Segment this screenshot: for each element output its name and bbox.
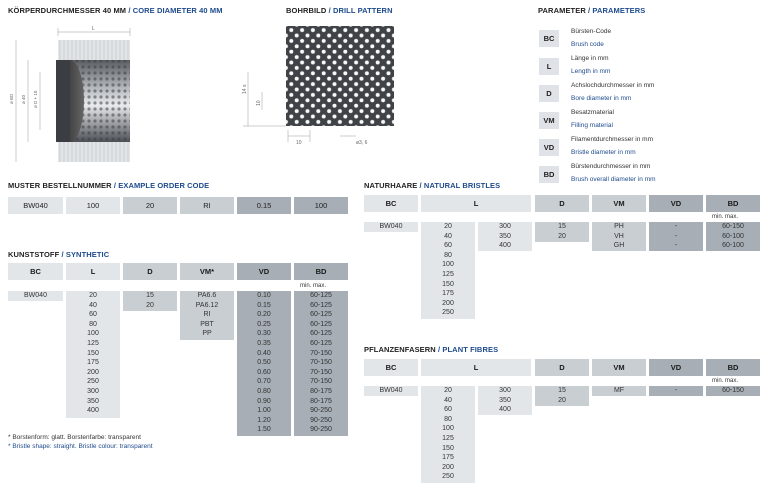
synthetic-header-vm: VM* — [180, 263, 234, 280]
synthetic-bc-col — [8, 291, 63, 301]
table-cell: PH — [614, 223, 624, 230]
synthetic-minmax: min. max. — [300, 283, 327, 289]
table-cell: 0.20 — [257, 311, 271, 319]
footnote-de: * Borstenform: glatt. Borstenfarbe: transparent — [8, 434, 141, 441]
natural-vd-col — [649, 222, 703, 251]
heading-en: CORE DIAMETER 40 MM — [132, 6, 223, 15]
table-cell: 125 — [442, 434, 454, 442]
table-cell: 20 — [558, 396, 566, 404]
table-cell: MF — [613, 387, 625, 394]
table-cell: 1.50 — [257, 426, 271, 434]
plant-d-col — [535, 386, 589, 406]
synthetic-vm-col — [180, 291, 234, 340]
natural-header-d: D — [535, 195, 589, 212]
table-cell: 250 — [442, 473, 454, 481]
table-cell: 0.70 — [257, 378, 271, 386]
param-de-vd: Filamentdurchmesser in mm — [571, 136, 653, 143]
heading-de: KUNSTSTOFF — [8, 250, 60, 259]
param-de-bc: Bürsten-Code — [571, 28, 612, 35]
table-cell: 200 — [442, 299, 454, 307]
drill-hole-label: ø3, 6 — [356, 140, 368, 146]
table-cell: 150 — [442, 280, 454, 288]
brush-drawing — [8, 22, 143, 167]
table-cell: 80 — [444, 415, 452, 423]
natural-l-col-2 — [478, 222, 532, 251]
table-cell: 60-100 — [722, 232, 744, 240]
table-cell: 20 — [558, 232, 566, 240]
plant-header-bd: BD — [706, 359, 760, 376]
natural-bc-col — [364, 222, 418, 232]
table-cell: 350 — [499, 232, 511, 240]
table-cell: - — [674, 242, 678, 250]
table-cell: 60-125 — [310, 292, 332, 299]
heading-sep: / — [128, 6, 131, 15]
table-cell: 0.40 — [257, 349, 271, 357]
synthetic-l-col — [66, 291, 120, 418]
table-cell: 100 — [87, 330, 99, 338]
dim-top-label: L — [92, 26, 95, 32]
plant-vm-col — [592, 386, 646, 396]
natural-l-col-1 — [421, 222, 475, 319]
synthetic-bd-col — [294, 291, 348, 436]
table-cell: PBT — [200, 320, 214, 328]
footnote-en: * Bristle shape: straight. Bristle colour: transparent — [8, 443, 153, 450]
synthetic-d-col — [123, 291, 177, 311]
table-cell: 0.90 — [257, 397, 271, 405]
param-code-bd: BD — [539, 166, 559, 183]
table-cell: 200 — [87, 368, 99, 376]
synthetic-heading — [8, 250, 109, 259]
heading-sep: / — [438, 345, 441, 354]
table-cell: - — [674, 223, 678, 230]
order-code-heading — [8, 181, 209, 190]
synthetic-header-vd: VD — [237, 263, 291, 280]
table-cell: BW040 — [24, 292, 47, 299]
dim-d-label: ø D + 10 — [33, 90, 38, 108]
natural-vm-col — [592, 222, 646, 251]
heading-de: MUSTER BESTELLNUMMER — [8, 181, 112, 190]
table-cell: 0.25 — [257, 320, 271, 328]
param-code-l: L — [539, 58, 559, 75]
heading-de: PFLANZENFASERN — [364, 345, 436, 354]
table-cell: 70-150 — [310, 378, 332, 386]
table-cell: 175 — [442, 454, 454, 462]
plant-l-col-2 — [478, 386, 532, 415]
dim-bd-label: ø BD — [9, 93, 14, 104]
table-cell: 40 — [444, 232, 452, 240]
table-cell: 0.15 — [257, 301, 271, 309]
table-cell: 100 — [442, 425, 454, 433]
param-de-bd: Bürstendurchmesser in mm — [571, 163, 651, 170]
table-cell: 250 — [87, 378, 99, 386]
order-vd: 0.15 — [237, 197, 291, 214]
param-en-vd: Bristle diameter in mm — [571, 149, 636, 156]
table-cell: 400 — [499, 406, 511, 414]
param-en-l: Length in mm — [571, 68, 611, 75]
table-cell: 0.80 — [257, 387, 271, 395]
core-diameter-heading — [8, 6, 223, 15]
table-cell: 80-175 — [310, 397, 332, 405]
table-cell: 300 — [87, 387, 99, 395]
table-cell: 20 — [444, 223, 452, 230]
table-cell: 100 — [442, 261, 454, 269]
plant-minmax: min. max. — [712, 378, 739, 384]
heading-en: DRILL PATTERN — [332, 6, 393, 15]
table-cell: PP — [202, 330, 212, 338]
natural-header-vm: VM — [592, 195, 646, 212]
table-cell: 350 — [499, 396, 511, 404]
table-cell: 400 — [499, 242, 511, 250]
table-cell: 80 — [444, 251, 452, 259]
natural-header-l: L — [421, 195, 531, 212]
table-cell: - — [674, 387, 678, 394]
natural-header-bc: BC — [364, 195, 418, 212]
table-cell: 90-250 — [310, 407, 332, 415]
table-cell: 350 — [87, 397, 99, 405]
plant-header-bc: BC — [364, 359, 418, 376]
plant-bd-col — [706, 386, 760, 396]
table-cell: 90-250 — [310, 426, 332, 434]
dim-40-label: ø 40 — [21, 94, 26, 104]
table-cell: 60-125 — [310, 330, 332, 338]
order-l: 100 — [66, 197, 120, 214]
natural-bd-col — [706, 222, 760, 251]
param-code-d: D — [539, 85, 559, 102]
table-cell: 1.20 — [257, 416, 271, 424]
table-cell: 175 — [442, 290, 454, 298]
param-en-bc: Brush code — [571, 41, 604, 48]
heading-de: KÖRPERDURCHMESSER 40 MM — [8, 6, 127, 15]
table-cell: 60-100 — [722, 242, 744, 250]
table-cell: 60 — [89, 311, 97, 319]
heading-en: NATURAL BRISTLES — [423, 181, 501, 190]
table-cell: 60-150 — [722, 387, 744, 394]
plant-header-d: D — [535, 359, 589, 376]
heading-sep: / — [588, 6, 591, 15]
table-cell: 1.00 — [257, 407, 271, 415]
table-cell: PA6.6 — [197, 292, 217, 299]
table-cell: 40 — [444, 396, 452, 404]
table-cell: 0.10 — [257, 292, 271, 299]
order-bc: BW040 — [8, 197, 63, 214]
order-vm: RI — [180, 197, 234, 214]
plant-bc-col — [364, 386, 418, 396]
natural-d-col — [535, 222, 589, 242]
param-de-d: Achslochdurchmesser in mm — [571, 82, 655, 89]
order-bd: 100 — [294, 197, 348, 214]
table-cell: 15 — [558, 223, 566, 230]
table-cell: 0.35 — [257, 339, 271, 347]
table-cell: 0.50 — [257, 359, 271, 367]
table-cell: 60-125 — [310, 320, 332, 328]
table-cell: 70-150 — [310, 359, 332, 367]
synthetic-vd-col — [237, 291, 291, 436]
table-cell: 60-125 — [310, 339, 332, 347]
table-cell: 90-250 — [310, 416, 332, 424]
plant-heading — [364, 345, 498, 354]
heading-de: BOHRBILD — [286, 6, 327, 15]
heading-de: NATURHAARE — [364, 181, 418, 190]
table-cell: 60 — [444, 406, 452, 414]
heading-sep: / — [113, 181, 117, 190]
heading-sep: / — [61, 250, 64, 259]
table-cell: 15 — [558, 387, 566, 394]
table-cell: 400 — [87, 407, 99, 415]
table-cell: 150 — [442, 444, 454, 452]
drill-height-label: 14 s — [242, 84, 248, 94]
param-de-l: Länge in mm — [571, 55, 609, 62]
table-cell: 175 — [87, 359, 99, 367]
table-cell: 60-150 — [722, 223, 744, 230]
table-cell: 125 — [442, 270, 454, 278]
table-cell: 80 — [89, 320, 97, 328]
table-cell: BW040 — [379, 223, 403, 230]
table-cell: - — [674, 232, 678, 240]
drill-vertical-label: 10 — [256, 100, 262, 106]
heading-en: PARAMETERS — [592, 6, 646, 15]
natural-header-bd: BD — [706, 195, 760, 212]
table-cell: 80-175 — [310, 387, 332, 395]
heading-en: PLANT FIBRES — [442, 345, 499, 354]
heading-en: SYNTHETIC — [65, 250, 110, 259]
table-cell: 150 — [87, 349, 99, 357]
table-cell: 125 — [87, 339, 99, 347]
order-d: 20 — [123, 197, 177, 214]
heading-en: EXAMPLE ORDER CODE — [118, 181, 210, 190]
plant-vd-col — [649, 386, 703, 396]
table-cell: 200 — [442, 463, 454, 471]
table-cell: 60 — [444, 242, 452, 250]
drill-pattern-drawing — [240, 22, 400, 152]
plant-l-col-1 — [421, 386, 475, 483]
table-cell: 20 — [444, 387, 452, 394]
param-de-vm: Besatzmaterial — [571, 109, 614, 116]
param-en-vm: Filling material — [571, 122, 613, 129]
table-cell: 70-150 — [310, 349, 332, 357]
param-en-d: Bore diameter in mm — [571, 95, 632, 102]
drill-width-label: 10 — [296, 140, 302, 146]
table-cell: 40 — [89, 301, 97, 309]
table-cell: 15 — [146, 292, 154, 299]
table-cell: PA6.12 — [195, 301, 219, 309]
synthetic-header-bd: BD — [294, 263, 348, 280]
table-cell: 20 — [146, 301, 154, 309]
table-cell: BW040 — [379, 387, 403, 394]
table-cell: 60-125 — [310, 311, 332, 319]
param-code-bc: BC — [539, 30, 559, 47]
table-cell: 20 — [89, 292, 97, 299]
natural-header-vd: VD — [649, 195, 703, 212]
plant-header-l: L — [421, 359, 531, 376]
table-cell: RI — [203, 311, 211, 319]
param-en-bd: Brush overall diameter in mm — [571, 176, 656, 183]
table-cell: 70-150 — [310, 368, 332, 376]
table-cell: 0.30 — [257, 330, 271, 338]
plant-header-vm: VM — [592, 359, 646, 376]
parameters-heading — [538, 6, 645, 15]
drill-pattern-heading — [286, 6, 393, 15]
synthetic-header-l: L — [66, 263, 120, 280]
natural-heading — [364, 181, 500, 190]
heading-sep: / — [419, 181, 422, 190]
table-cell: 0.60 — [257, 368, 271, 376]
param-code-vd: VD — [539, 139, 559, 156]
natural-minmax: min. max. — [712, 214, 739, 220]
table-cell: 250 — [442, 309, 454, 317]
heading-de: PARAMETER — [538, 6, 586, 15]
synthetic-header-bc: BC — [8, 263, 63, 280]
heading-sep: / — [328, 6, 331, 15]
table-cell: GH — [613, 242, 625, 250]
table-cell: VH — [614, 232, 624, 240]
param-code-vm: VM — [539, 112, 559, 129]
plant-header-vd: VD — [649, 359, 703, 376]
synthetic-header-d: D — [123, 263, 177, 280]
table-cell: 60-125 — [310, 301, 332, 309]
table-cell: 300 — [499, 223, 511, 230]
table-cell: 300 — [499, 387, 511, 394]
